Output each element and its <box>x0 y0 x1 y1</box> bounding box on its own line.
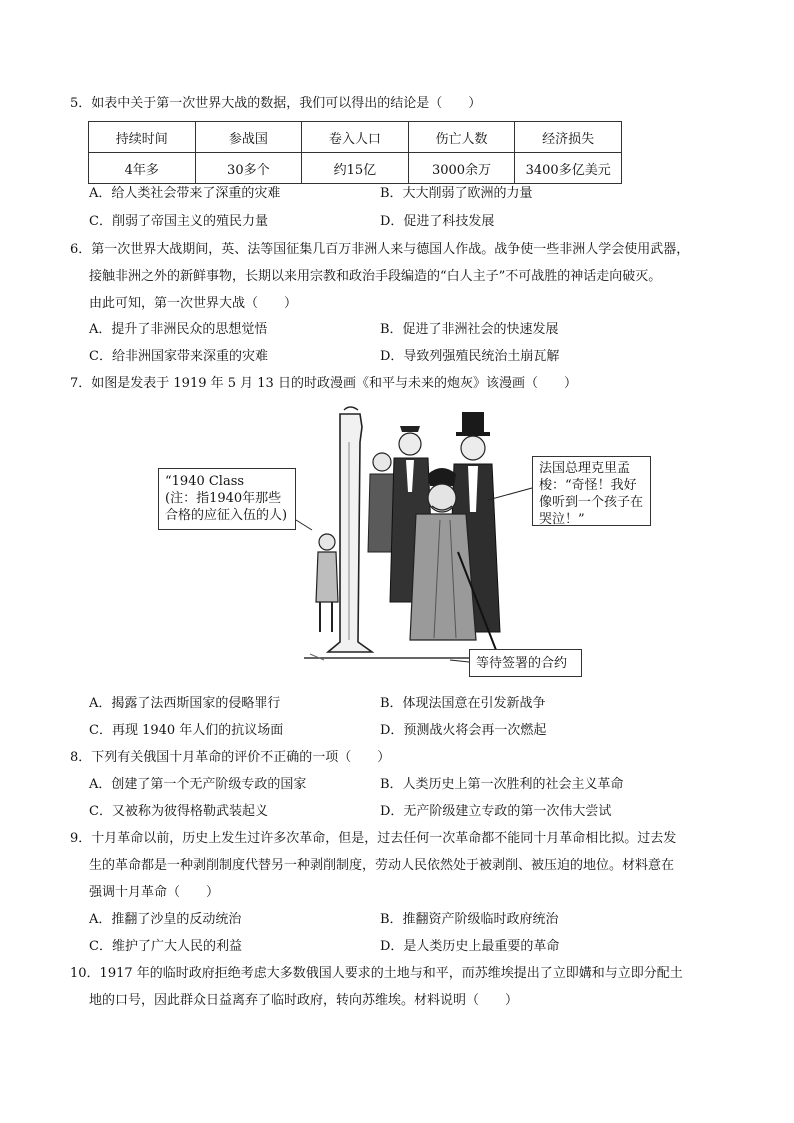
q5-stem: 5．如表中关于第一次世界大战的数据，我们可以得出的结论是（ ） <box>70 96 482 111</box>
q7-option-d: D．预测战火将会再一次燃起 <box>380 723 547 738</box>
q9-stem-line: 9．十月革命以前，历史上发生过许多次革命，但是，过去任何一次革命都不能同十月革命相比拟。过去发 <box>70 831 677 846</box>
q9-stem-line: 强调十月革命（ ） <box>89 885 220 900</box>
caption-title: “1940 Class <box>165 474 245 489</box>
q6-option-d: D．导致列强殖民统治土崩瓦解 <box>380 349 560 364</box>
q8-option-a: A．创建了第一个无产阶级专政的国家 <box>89 777 307 792</box>
table-cell: 3000余万 <box>408 153 515 184</box>
q10-stem-line: 地的口号，因此群众日益离弃了临时政府，转向苏维埃。材料说明（ ） <box>89 993 519 1008</box>
q7-option-c: C．再现 1940 年人们的抗议场面 <box>89 723 284 738</box>
q5-option-b: B．大大削弱了欧洲的力量 <box>380 186 533 201</box>
q9-option-c: C．维护了广大人民的利益 <box>89 939 242 954</box>
cartoon-caption-bottom: 等待签署的合约 <box>469 649 582 677</box>
q6-option-b: B．促进了非洲社会的快速发展 <box>380 322 559 337</box>
table-header-cell: 卷入人口 <box>302 122 409 153</box>
q6-option-a: A．提升了非洲民众的思想觉悟 <box>89 322 268 337</box>
q6-stem-line: 由此可知，第一次世界大战（ ） <box>89 296 298 311</box>
table-header-row <box>89 122 622 153</box>
cartoon-caption-left <box>158 468 296 530</box>
q5-option-a: A．给人类社会带来了深重的灾难 <box>89 186 281 201</box>
q8-option-b: B．人类历史上第一次胜利的社会主义革命 <box>380 777 624 792</box>
table-header-cell: 参战国 <box>195 122 302 153</box>
q8-option-d: D．无产阶级建立专政的第一次伟大尝试 <box>380 804 612 819</box>
q5-data-table <box>88 121 622 184</box>
q8-option-c: C．又被称为彼得格勒武装起义 <box>89 804 268 819</box>
caption-note: (注：指1940年那些合格的应征入伍的人) <box>165 491 288 523</box>
q7-option-b: B．体现法国意在引发新战争 <box>380 696 546 711</box>
table-cell: 3400多亿美元 <box>515 153 622 184</box>
table-cell: 30多个 <box>195 153 302 184</box>
table-header-cell: 持续时间 <box>89 122 196 153</box>
q9-option-b: B．推翻资产阶级临时政府统治 <box>380 912 559 927</box>
table-cell: 4年多 <box>89 153 196 184</box>
q9-option-d: D．是人类历史上最重要的革命 <box>380 939 560 954</box>
q7-option-a: A．揭露了法西斯国家的侵略罪行 <box>89 696 281 711</box>
q7-stem: 7．如图是发表于 1919 年 5 月 13 日的时政漫画《和平与未来的炮灰》该漫画（ ） <box>70 376 577 391</box>
table-cell: 约15亿 <box>302 153 409 184</box>
table-row <box>89 153 622 184</box>
q9-option-a: A．推翻了沙皇的反动统治 <box>89 912 242 927</box>
table-header-cell: 伤亡人数 <box>408 122 515 153</box>
q5-option-c: C．削弱了帝国主义的殖民力量 <box>89 214 268 229</box>
cartoon-caption-right: 法国总理克里孟梭：“奇怪！我好像听到一个孩子在哭泣！” <box>532 456 651 526</box>
q6-option-c: C．给非洲国家带来深重的灾难 <box>89 349 268 364</box>
q8-stem: 8．下列有关俄国十月革命的评价不正确的一项（ ） <box>70 750 391 765</box>
q9-stem-line: 生的革命都是一种剥削制度代替另一种剥削制度，劳动人民依然处于被剥削、被压迫的地位。材料意在 <box>89 858 675 873</box>
q10-stem-line: 10．1917 年的临时政府拒绝考虑大多数俄国人要求的土地与和平，而苏维埃提出了立即媾和与立即分配土 <box>70 966 683 981</box>
table-header-cell: 经济损失 <box>515 122 622 153</box>
q6-stem-line: 6．第一次世界大战期间，英、法等国征集几百万非洲人来与德国人作战。战争使一些非洲人学会使用武器， <box>70 242 690 257</box>
cartoon-illustration <box>300 402 508 667</box>
q6-stem-line: 接触非洲之外的新鲜事物，长期以来用宗教和政治手段编造的“白人主子”不可战胜的神话走向破灭。 <box>89 269 662 284</box>
q5-option-d: D．促进了科技发展 <box>380 214 495 229</box>
